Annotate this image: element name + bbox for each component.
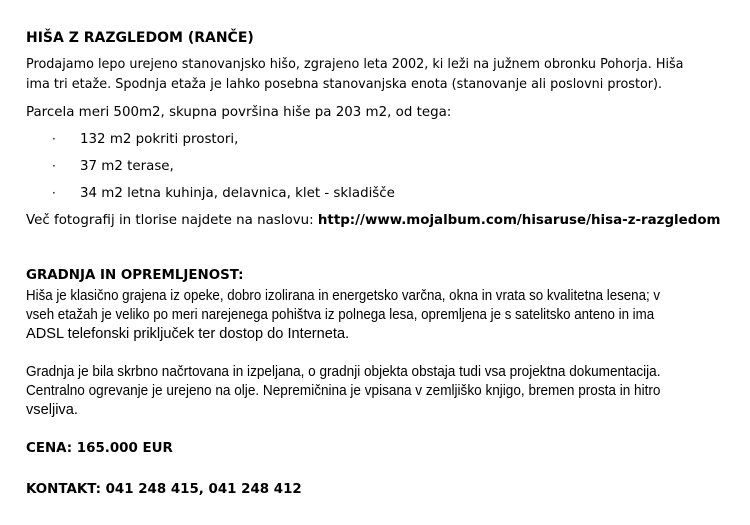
parcel-line: Parcela meri 500m2, skupna površina hiše pa 203 m2, od tega:	[26, 105, 452, 120]
construction-line-3: ADSL telefonski priključek ter dostop do Interneta.	[26, 326, 350, 342]
bullet-text: 34 m2 letna kuhinja, delavnica, klet - skladišče	[80, 186, 395, 201]
photos-text: Več fotografij in tlorise najdete na naslovu:	[26, 213, 318, 228]
bullet-dot: ·	[52, 159, 56, 173]
documentation-line-1: Gradnja je bila skrbno načrtovana in izpeljana, o gradnji objekta obstaja tudi vsa projektna dokumentacija.	[26, 364, 661, 380]
construction-line-2: vseh etažah je veliko po meri narejenega pohištva iz polnega lesa, opremljena je s satelitsko anteno in ima	[26, 307, 655, 323]
intro-line-2: ima tri etaže. Spodnja etaža je lahko posebna stanovanjska enota (stanovanje ali poslovni prostor).	[26, 77, 663, 92]
ad-heading: HIŠA Z RAZGLEDOM (RANČE)	[26, 30, 254, 46]
bullet-dot: ·	[52, 132, 56, 146]
documentation-line-3: vseljiva.	[26, 402, 78, 418]
photos-line	[26, 213, 720, 228]
bullet-dot: ·	[52, 186, 56, 200]
intro-line-1: Prodajamo lepo urejeno stanovanjsko hišo, zgrajeno leta 2002, ki leži na južnem obronku Pohorja. Hiša	[26, 57, 684, 72]
bullet-text: 37 m2 terase,	[80, 159, 174, 174]
contact: KONTAKT: 041 248 415, 041 248 412	[26, 482, 302, 497]
bullet-text: 132 m2 pokriti prostori,	[80, 132, 239, 147]
construction-heading: GRADNJA IN OPREMLJENOST:	[26, 268, 244, 283]
documentation-line-2: Centralno ogrevanje je urejeno na olje. Nepremičnina je vpisana v zemljiško knjigo, bremen prosta in hitro	[26, 383, 661, 399]
price: CENA: 165.000 EUR	[26, 441, 173, 456]
list-item	[0, 159, 750, 177]
list-item	[0, 132, 750, 150]
photos-link[interactable]: http://www.mojalbum.com/hisaruse/hisa-z-razgledom	[317, 213, 721, 228]
list-item	[0, 186, 750, 204]
construction-line-1: Hiša je klasično grajena iz opeke, dobro izolirana in energetsko varčna, okna in vrata so kvalitetna lesena; v	[26, 288, 661, 304]
